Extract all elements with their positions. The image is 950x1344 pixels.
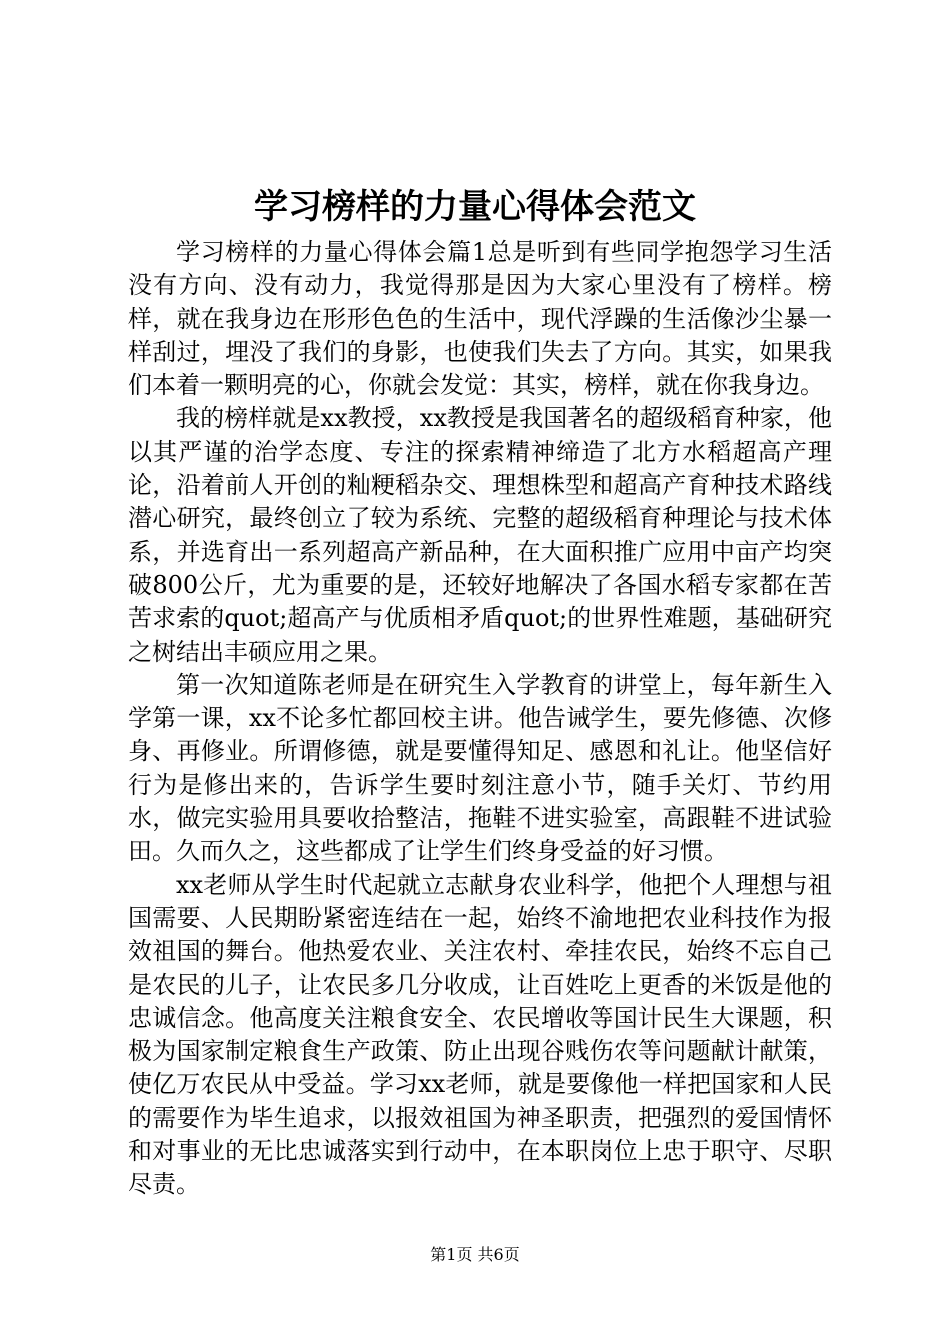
document-body — [128, 236, 832, 1202]
paragraph: xx老师从学生时代起就立志献身农业科学，他把个人理想与祖国需要、人民期盼紧密连结在一起，始终不渝地把农业科技作为报效祖国的舞台。他热爱农业、关注农村、牵挂农民，始终不忘自己是农民的儿子，让农民多几分收成，让百姓吃上更香的米饭是他的忠诚信念。他高度关注粮食安全、农民增收等国计民生大课题，积极为国家制定粮食生产政策、防止出现谷贱伤农等问题献计献策，使亿万农民从中受益。学习xx老师，就是要像他一样把国家和人民的需要作为毕生追求，以报效祖国为神圣职责，把强烈的爱国情怀和对事业的无比忠诚落实到行动中，在本职岗位上忠于职守、尽职尽责。 — [128, 870, 832, 1199]
paragraph: 我的榜样就是xx教授，xx教授是我国著名的超级稻育种家，他以其严谨的治学态度、专注的探索精神缔造了北方水稻超高产理论，沿着前人开创的籼粳稻杂交、理想株型和超高产育种技术路线潜心研究，最终创立了较为系统、完整的超级稻育种理论与技术体系，并选育出一系列超高产新品种，在大面积推广应用中亩产均突破800公斤，尤为重要的是，还较好地解决了各国水稻专家都在苦苦求索的quot;超高产与优质相矛盾quot;的世界性难题，基础研究之树结出丰硕应用之果。 — [128, 404, 832, 666]
document-title: 学习榜样的力量心得体会范文 — [254, 187, 696, 227]
paragraph: 学习榜样的力量心得体会篇1总是听到有些同学抱怨学习生活没有方向、没有动力，我觉得那是因为大家心里没有了榜样。榜样，就在我身边在形形色色的生活中，现代浮躁的生活像沙尘暴一样刮过，埋没了我们的身影，也使我们失去了方向。其实，如果我们本着一颗明亮的心，你就会发觉：其实，榜样，就在你我身边。 — [128, 238, 832, 400]
paragraph: 第一次知道陈老师是在研究生入学教育的讲堂上，每年新生入学第一课，xx不论多忙都回校主讲。他告诫学生，要先修德、次修身、再修业。所谓修德，就是要懂得知足、感恩和礼让。他坚信好行为是修出来的，告诉学生要时刻注意小节，随手关灯、节约用水，做完实验用具要收拾整洁，拖鞋不进实验室，高跟鞋不进试验田。久而久之，这些都成了让学生们终身受益的好习惯。 — [128, 670, 832, 866]
page-footer: 第1页 共6页 — [430, 1245, 520, 1264]
